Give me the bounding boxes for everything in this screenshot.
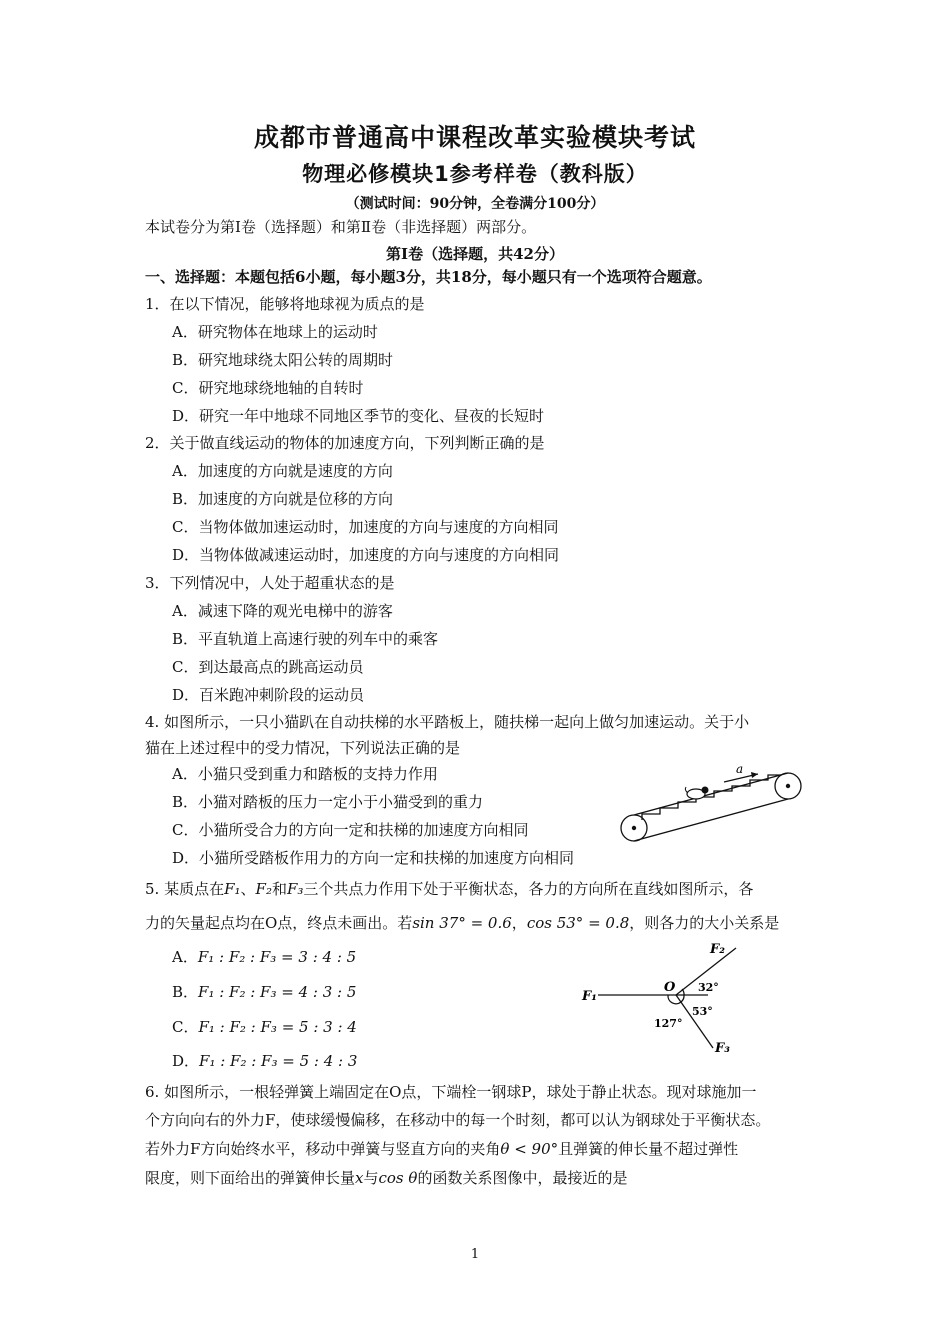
q1-option-a: A．研究物体在地球上的运动时	[172, 323, 378, 341]
q5-stem-d: 三个共点力作用下处于平衡状态，各力的方向所在直线如图所示，各	[303, 880, 754, 898]
acceleration-label: a	[736, 762, 744, 776]
exam-title: 成都市普通高中课程改革实验模块考试	[253, 123, 696, 152]
q5-f3: F₃	[286, 880, 304, 898]
q1-option-b: B．研究地球绕太阳公转的周期时	[172, 351, 394, 369]
q5-option-d-math: F₁ : F₂ : F₃ = 5 : 4 : 3	[199, 1052, 358, 1070]
q4-option-c: C．小猫所受合力的方向一定和扶梯的加速度方向相同	[172, 821, 529, 839]
q5-stem-a: 5. 某质点在	[145, 880, 225, 898]
q5-line2-b: ，则各力的大小关系是	[629, 914, 780, 932]
q4-option-b: B．小猫对踏板的压力一定小于小猫受到的重力	[172, 793, 484, 811]
angle-32-label: 32°	[698, 981, 719, 994]
q5-stem-c: 和	[271, 880, 287, 898]
q5-option-b-math: F₁ : F₂ : F₃ = 4 : 3 : 5	[198, 983, 357, 1001]
force-diagram	[578, 938, 758, 1060]
q5-option-a	[172, 946, 356, 968]
q2-option-c: C．当物体做加速运动时，加速度的方向与速度的方向相同	[172, 518, 559, 536]
q2-stem: 2．关于做直线运动的物体的加速度方向，下列判断正确的是	[145, 434, 545, 452]
q3-option-d: D．百米跑冲刺阶段的运动员	[172, 686, 365, 704]
q6-line4-b: 与	[363, 1169, 379, 1187]
q6-theta: θ < 90°	[500, 1140, 559, 1158]
q6-line4-a: 限度，则下面给出的弹簧伸长量	[145, 1169, 356, 1187]
q6-line2: 个方向向右的外力F，使球缓慢偏移，在移动中的每一个时刻，都可以认为钢球处于平衡状态。	[145, 1111, 771, 1129]
q1-stem: 1．在以下情况，能够将地球视为质点的是	[145, 295, 425, 313]
point-o-label: O	[664, 980, 676, 995]
angle-53-label: 53°	[692, 1005, 713, 1018]
q6-line3	[145, 1138, 738, 1160]
q5-option-d	[172, 1050, 357, 1072]
q5-sin: sin 37° = 0.6	[412, 914, 512, 932]
q2-option-b: B．加速度的方向就是位移的方向	[172, 490, 394, 508]
q2-option-a: A．加速度的方向就是速度的方向	[172, 462, 393, 480]
q6-line1: 6. 如图所示，一根轻弹簧上端固定在O点，下端栓一钢球P，球处于静止状态。现对球施加一	[145, 1083, 757, 1101]
q6-x: x	[355, 1169, 364, 1187]
q1-option-c: C．研究地球绕地轴的自转时	[172, 379, 364, 397]
q5-cos: cos 53° = 0.8	[526, 914, 630, 932]
q5-option-a-label: A．	[172, 948, 198, 966]
q2-option-d: D．当物体做减速运动时，加速度的方向与速度的方向相同	[172, 546, 560, 564]
q4-stem-line1: 4. 如图所示，一只小猫趴在自动扶梯的水平踏板上，随扶梯一起向上做匀加速运动。关于小	[145, 713, 750, 731]
angle-127-label: 127°	[654, 1017, 683, 1030]
q5-option-c-math: F₁ : F₂ : F₃ = 5 : 3 : 4	[198, 1018, 357, 1036]
q6-cos: cos θ	[378, 1169, 418, 1187]
section-title: 第Ⅰ卷（选择题，共42分）	[386, 245, 564, 263]
q4-option-d: D．小猫所受踏板作用力的方向一定和扶梯的加速度方向相同	[172, 849, 575, 867]
q5-option-a-math: F₁ : F₂ : F₃ = 3 : 4 : 5	[197, 948, 357, 966]
q6-line4-c: 的函数关系图像中，最接近的是	[417, 1169, 628, 1187]
q5-f1: F₁	[224, 880, 241, 898]
q5-option-b-label: B．	[172, 983, 199, 1001]
page-number: 1	[470, 1247, 480, 1262]
q5-option-d-label: D．	[172, 1052, 200, 1070]
q5-stem-line1	[145, 878, 753, 900]
q5-f2: F₂	[255, 880, 272, 898]
q4-option-a: A．小猫只受到重力和踏板的支持力作用	[172, 765, 438, 783]
q6-line3-a: 若外力F方向始终水平，移动中弹簧与竖直方向的夹角	[145, 1140, 501, 1158]
q1-option-d: D．研究一年中地球不同地区季节的变化、昼夜的长短时	[172, 407, 545, 425]
q5-sep: ，	[511, 914, 527, 932]
q3-option-a: A．减速下降的观光电梯中的游客	[172, 602, 393, 620]
force-f3-label: F₃	[715, 1041, 730, 1056]
exam-subtitle: 物理必修模块1参考样卷（教科版）	[302, 162, 648, 186]
force-f1-label: F₁	[582, 989, 597, 1004]
q5-option-c-label: C．	[172, 1018, 199, 1036]
time-note: （测试时间：90分钟，全卷满分100分）	[345, 196, 605, 212]
escalator-figure	[612, 760, 812, 850]
force-f2-label: F₂	[710, 942, 725, 957]
intro-text: 本试卷分为第Ⅰ卷（选择题）和第Ⅱ卷（非选择题）两部分。	[145, 218, 537, 236]
q5-stem-b: 、	[240, 880, 256, 898]
q3-option-b: B．平直轨道上高速行驶的列车中的乘客	[172, 630, 439, 648]
q5-option-b	[172, 981, 356, 1003]
q4-stem-line2: 猫在上述过程中的受力情况，下列说法正确的是	[145, 739, 461, 757]
q3-stem: 3．下列情况中，人处于超重状态的是	[145, 574, 395, 592]
q3-option-c: C．到达最高点的跳高运动员	[172, 658, 364, 676]
part-title: 一、选择题：本题包括6小题，每小题3分，共18分，每小题只有一个选项符合题意。	[145, 268, 712, 286]
q6-line3-b: 且弹簧的伸长量不超过弹性	[558, 1140, 739, 1158]
q5-line2-a: 力的矢量起点均在O点，终点未画出。若	[145, 914, 413, 932]
q5-stem-line2	[145, 912, 779, 934]
q5-option-c	[172, 1016, 357, 1038]
q6-line4	[145, 1167, 627, 1189]
